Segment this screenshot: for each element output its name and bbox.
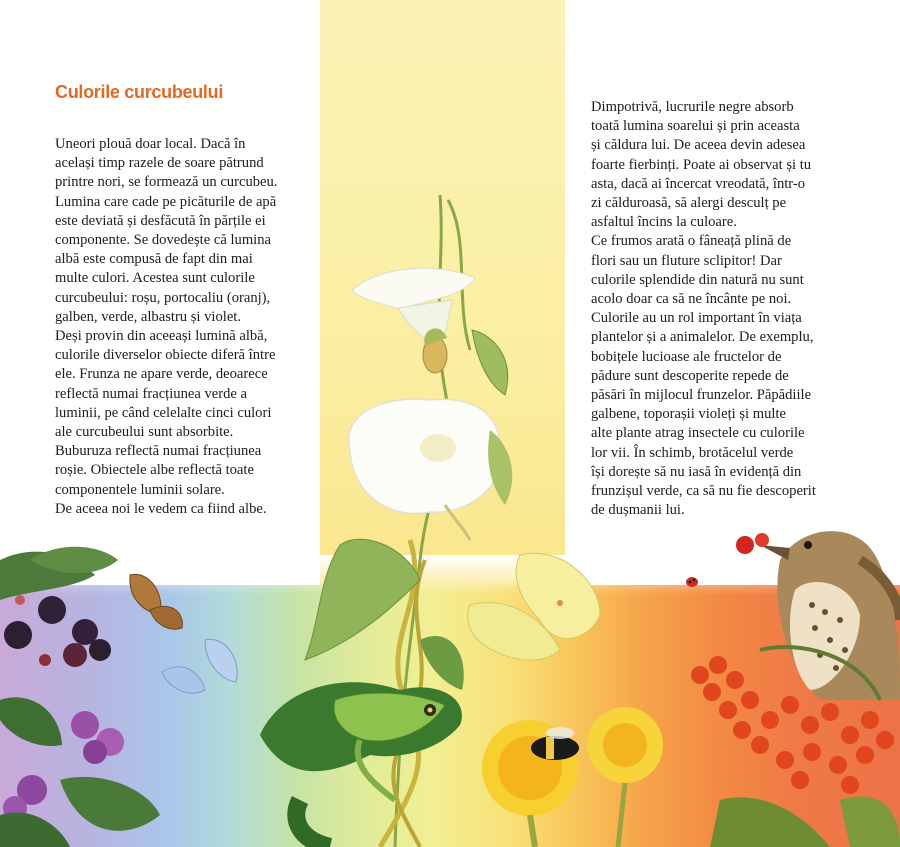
text-line: asta, dacă ai încercat vreodată, într-o xyxy=(591,175,806,192)
text-line: galben, verde, albastru și violet. xyxy=(55,308,242,325)
text-line: pădure sunt descoperite repede de xyxy=(591,367,789,384)
text-line: curcubeului: roșu, portocaliu (oranj), xyxy=(55,289,271,306)
blue-butterfly xyxy=(162,639,237,693)
text-line: toată lumina soarelui și prin aceasta xyxy=(591,118,800,135)
text-line: Buburuza reflectă numai fracțiunea xyxy=(55,443,262,460)
text-line: alte plante atrag insectele cu culorile xyxy=(591,425,805,442)
violet-flowers xyxy=(0,697,160,847)
blackberry-branch xyxy=(0,547,118,667)
dandelion-flowers xyxy=(482,707,663,847)
thrush-bird xyxy=(736,531,900,700)
white-bindweed-flower xyxy=(352,268,475,360)
yellow-butterfly xyxy=(468,553,600,660)
text-line: Ce frumos arată o fâneață plină de xyxy=(591,233,792,250)
brown-butterfly xyxy=(130,574,183,629)
text-line: foarte fierbinți. Poate ai observat și tu xyxy=(591,156,812,173)
text-line: același timp razele de soare pătrund xyxy=(55,155,264,172)
ladybug xyxy=(686,577,698,587)
text-line: printre nori, se formează un curcubeu. xyxy=(55,174,278,191)
text-line: zi călduroasă, să alergi desculț pe xyxy=(591,195,787,212)
large-white-flower xyxy=(349,399,499,540)
right-text-column xyxy=(591,98,816,520)
text-line: culorile diverselor obiecte diferă între xyxy=(55,347,276,364)
text-line: își dorește să nu iasă în evidență din xyxy=(591,463,802,480)
text-line: culorile splendide din natură nu sunt xyxy=(591,271,804,288)
text-line: reflectă numai fracțiunea verde a xyxy=(55,385,248,402)
text-line: flori sau un fluture sclipitor! Dar xyxy=(591,252,782,269)
text-line: păsări în mijlocul frunzelor. Păpădiile xyxy=(591,387,812,404)
text-line: acolo doar ca să ne încânte pe noi. xyxy=(591,291,792,308)
text-line: Lumina care cade pe picăturile de apă xyxy=(55,193,277,210)
text-line: lor vii. În schimb, brotăcelul verde xyxy=(591,444,794,461)
text-line: luminii, pe când celelalte cinci culori xyxy=(55,404,272,421)
text-line: Culorile au un rol important în viața xyxy=(591,310,802,327)
text-line: componentele luminii solare. xyxy=(55,481,225,498)
text-line: Uneori plouă doar local. Dacă în xyxy=(55,136,246,152)
left-text-column xyxy=(55,135,300,519)
text-line: ale curcubeului sunt absorbite. xyxy=(55,424,234,441)
tree-frog xyxy=(260,682,462,847)
text-line: este deviată și desfăcută în părțile ei xyxy=(55,212,266,229)
text-line: albă este compusă de fapt din mai xyxy=(55,251,253,268)
bindweed-bud xyxy=(423,328,447,373)
text-line: multe culori. Acestea sunt culorile xyxy=(55,270,255,287)
page-title: Culorile curcubeului xyxy=(55,82,224,102)
text-line: bobițele lucioase ale fructelor de xyxy=(591,348,782,365)
text-line: galbene, toporașii violeți și multe xyxy=(591,406,786,423)
text-line: De aceea noi le vedem ca fiind albe. xyxy=(55,500,267,517)
text-line: de dușmanii lui. xyxy=(591,502,685,519)
text-line: componente. Se dovedește că lumina xyxy=(55,232,271,249)
text-line: și căldura lui. De aceea devin adesea xyxy=(591,137,806,154)
text-line: Deși provin din aceeași lumină albă, xyxy=(55,328,268,345)
text-line: Dimpotrivă, lucrurile negre absorb xyxy=(591,99,794,115)
text-line: ele. Frunza ne apare verde, deoarece xyxy=(55,366,268,383)
text-line: frunzișul verde, ca să nu fie descoperit xyxy=(591,483,816,500)
text-line: roșie. Obiectele albe reflectă toate xyxy=(55,462,254,479)
text-line: plantelor și a animalelor. De exemplu, xyxy=(591,329,814,346)
text-line: asfaltul încins la culoare. xyxy=(591,214,737,231)
